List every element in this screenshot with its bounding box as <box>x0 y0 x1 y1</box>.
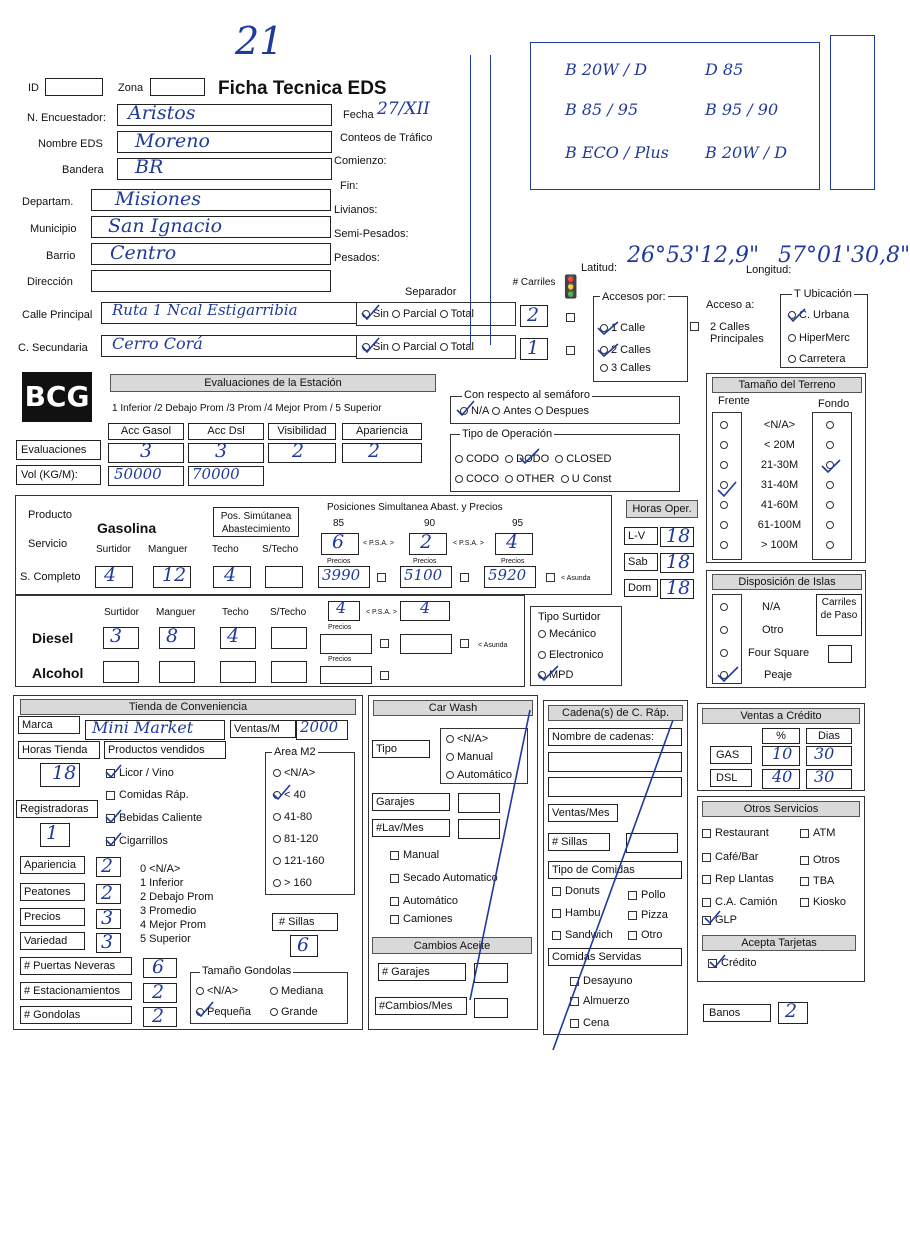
precios-label-85: Precios <box>327 558 351 565</box>
accesos-option-1[interactable]: 1 Calle <box>600 323 645 334</box>
semaforo-options[interactable]: N/A Antes Despues <box>460 406 589 417</box>
longitud-value: 57°01'30,8" <box>778 243 910 268</box>
ink-check-na <box>457 401 474 415</box>
islas-title: Disposición de Islas <box>712 574 862 590</box>
accesos-option-3[interactable]: 3 Calles <box>600 363 651 374</box>
octane-90: 90 <box>424 518 436 529</box>
alc-precios-label: Precios <box>328 656 352 663</box>
carwash-check-camiones[interactable]: Camiones <box>390 914 453 925</box>
ubicacion-title: T Ubicación <box>794 288 852 300</box>
longitud-label: Longitud: <box>746 264 792 276</box>
dsl-manguer-value: 8 <box>166 625 179 647</box>
credito-dsl-dias-value: 30 <box>814 767 835 786</box>
vol-label: Vol (KG/M): <box>16 465 101 485</box>
gondola-option-na[interactable]: <N/A> <box>196 986 238 997</box>
dsl-pos-1-value: 4 <box>336 598 347 617</box>
pos-simultanea-label: Pos. Simútanea Abastecimiento <box>213 507 299 537</box>
aceite-garajes-label: # Garajes <box>378 963 466 981</box>
dsl-surtidor-value: 3 <box>110 625 123 647</box>
calle-secundaria-value: Cerro Corá <box>112 334 203 353</box>
dsl-surtidor-label: Surtidor <box>104 607 140 618</box>
scompleto-label: S. Completo <box>20 571 81 583</box>
estacionamientos-value: 2 <box>152 981 165 1003</box>
note-6: B 20W / D <box>705 143 788 162</box>
islas-label-four-square: Four Square <box>748 647 810 659</box>
tipo-comidas-title: Tipo de Comidas <box>548 861 682 879</box>
carriles-value-2: 1 <box>527 337 540 359</box>
surtidor-tipo-title: Tipo Surtidor <box>538 611 601 623</box>
servicio-cafe[interactable]: Café/Bar <box>702 852 758 863</box>
terreno-row-label: <N/A> <box>763 419 796 431</box>
ink-check-31-40 <box>718 482 736 496</box>
municipio-value: San Ignacio <box>108 215 223 237</box>
terreno-row-label: 21-30M <box>760 459 799 471</box>
islas-label-na: N/A <box>762 601 781 613</box>
precio-95-value: 5920 <box>488 566 527 584</box>
acceso-a-label: Acceso a: <box>706 299 755 311</box>
barrio-label: Barrio <box>46 250 76 262</box>
carwash-title: Car Wash <box>373 700 533 716</box>
carwash-option-manual[interactable]: Manual <box>446 752 493 763</box>
tarjetas-credito[interactable]: Crédito <box>708 958 756 969</box>
scale-2: 2 Debajo Prom <box>140 891 214 903</box>
terreno-row-label: 41-60M <box>760 499 799 511</box>
credito-dsl-label: DSL <box>710 769 752 787</box>
terreno-row-label: < 20M <box>764 439 795 451</box>
cadena-sillas-label: # Sillas <box>548 833 610 851</box>
tarjetas-title: Acepta Tarjetas <box>702 935 856 951</box>
puertas-value: 6 <box>152 956 165 978</box>
ink-strike-carwash <box>470 710 530 1000</box>
pesados-label: Pesados: <box>334 252 380 264</box>
ink-check-sin-2 <box>362 338 379 352</box>
eval-acc-dsl-value: 3 <box>215 440 228 462</box>
zona-label: Zona <box>118 82 144 94</box>
handwritten-form-number: 21 <box>235 19 284 63</box>
ink-check-urbana <box>788 309 805 321</box>
registradoras-label: Registradoras <box>16 800 98 818</box>
servida-cena[interactable]: Cena <box>570 1018 609 1029</box>
alcohol-label: Alcohol <box>32 665 84 681</box>
comienzo-label: Comienzo: <box>334 155 387 167</box>
scale-0: 0 <N/A> <box>140 863 181 875</box>
gasolina-label: Gasolina <box>97 520 157 536</box>
islas-label-otro: Otro <box>762 624 784 636</box>
evaluaciones-scale: 1 Inferior /2 Debajo Prom /3 Prom /4 Mejor Prom / 5 Superior <box>112 403 382 414</box>
credito-title: Ventas a Crédito <box>702 708 860 724</box>
credito-pct-header: % <box>762 728 800 744</box>
eval-header-visibilidad: Visibilidad <box>268 423 336 440</box>
aceite-cambios-label: #Cambios/Mes <box>375 997 467 1015</box>
semipesados-label: Semi-Pesados: <box>334 228 409 240</box>
departamento-value: Misiones <box>115 188 202 210</box>
producto-cigarrillos[interactable]: Cigarrillos <box>106 836 168 847</box>
carwash-check-secado[interactable]: Secado Automatico <box>390 873 498 884</box>
accesos-option-2[interactable]: 2 Calles <box>600 345 651 356</box>
dsl-pos-2-value: 4 <box>420 598 431 617</box>
registradoras-value: 1 <box>46 822 59 844</box>
marca-value: Mini Market <box>92 718 194 737</box>
banos-value: 2 <box>785 1000 798 1022</box>
puertas-label: # Puertas Neveras <box>20 957 132 975</box>
form-title: Ficha Tecnica EDS <box>218 78 387 99</box>
psa-label-85: < P.S.A. > <box>363 540 395 547</box>
calle-secundaria-label: C. Secundaria <box>18 342 88 354</box>
bandera-value: BR <box>135 156 164 178</box>
pos-90-value: 2 <box>420 531 433 553</box>
precio-90-value: 5100 <box>404 566 443 584</box>
ink-check-pequena <box>196 1002 213 1016</box>
gas-surtidor-value: 4 <box>104 564 117 586</box>
gas-surtidor-label: Surtidor <box>96 544 132 555</box>
carwash-check-automatico[interactable]: Automático <box>390 896 458 907</box>
terreno-fondo-label: Fondo <box>818 398 850 410</box>
octane-95: 95 <box>512 518 524 529</box>
ink-check-dodo <box>520 449 539 463</box>
servicio-glp[interactable]: GLP <box>702 915 737 926</box>
accesos-title: Accesos por: <box>602 291 666 303</box>
carwash-option-na[interactable]: <N/A> <box>446 734 488 745</box>
gondola-option-mediana[interactable]: Mediana <box>270 986 323 997</box>
servicio-label: Servicio <box>28 538 68 550</box>
credito-dias-header: Dias <box>806 728 852 744</box>
fecha-label: Fecha <box>343 109 374 121</box>
separador-options-secundaria: Sin Parcial Total <box>362 342 474 353</box>
servida-almuerzo[interactable]: Almuerzo <box>570 996 629 1007</box>
area-option-na[interactable]: <N/A> <box>273 768 315 779</box>
note-5: B 95 / 90 <box>705 100 779 119</box>
cadena-nombre-label[interactable]: Nombre de cadenas: <box>548 728 682 746</box>
carwash-lav-label: #Lav/Mes <box>372 819 450 837</box>
servida-desayuno[interactable]: Desayuno <box>570 976 633 987</box>
comida-otro[interactable]: Otro <box>628 930 662 941</box>
ventas-m-label: Ventas/M <box>230 720 296 738</box>
latitud-value: 26°53'12,9" <box>627 243 760 268</box>
cambios-aceite-title: Cambios Aceite <box>372 937 532 954</box>
producto-bebidas[interactable]: Bebidas Caliente <box>106 813 202 824</box>
note-1: B 20W / D <box>565 60 648 79</box>
dsl-stecho-label: S/Techo <box>270 607 307 618</box>
bandera-label: Bandera <box>62 164 104 176</box>
dsl-techo-label: Techo <box>222 607 249 618</box>
servicios-title: Otros Servicios <box>702 801 860 817</box>
municipio-label: Municipio <box>30 223 77 235</box>
eval-row-label: Evaluaciones <box>16 440 101 460</box>
ink-check-cigarrillos <box>106 833 121 845</box>
diesel-label: Diesel <box>32 630 74 646</box>
credito-gas-dias-value: 30 <box>814 744 835 763</box>
dos-calles-label: 2 Calles Principales <box>710 321 764 345</box>
terreno-row-label: 61-100M <box>757 519 802 531</box>
servicio-camion[interactable]: C.A. Camión <box>702 897 777 908</box>
area-option-40[interactable]: < 40 <box>273 790 306 801</box>
encuestador-label: N. Encuestador: <box>27 112 106 124</box>
gas-manguer-label: Manguer <box>148 544 188 555</box>
gondolas-label: # Gondolas <box>20 1006 132 1024</box>
apariencia-value: 2 <box>101 855 114 877</box>
carwash-check-manual[interactable]: Manual <box>390 850 439 861</box>
eval-apariencia-value: 2 <box>368 440 381 462</box>
horas-sab-value: 18 <box>666 551 691 573</box>
ink-check-peaje <box>718 667 738 681</box>
precios-label: Precios <box>20 908 85 926</box>
carwash-garajes-label: Garajes <box>372 793 450 811</box>
carwash-option-automatico[interactable]: Automático <box>446 770 512 781</box>
ink-check-21-30 <box>822 460 840 472</box>
terreno-frente-label: Frente <box>718 395 750 407</box>
carriles-value-1: 2 <box>527 304 540 326</box>
comida-donuts[interactable]: Donuts <box>552 886 600 897</box>
horas-sab-label: Sab <box>624 553 658 571</box>
apariencia-label: Apariencia <box>20 856 85 874</box>
scale-3: 3 Promedio <box>140 905 197 917</box>
latitud-label: Latitud: <box>581 262 618 274</box>
comidas-servidas-title: Comidas Servidas <box>548 948 682 966</box>
horas-dom-value: 18 <box>666 577 691 599</box>
conteos-label: Conteos de Tráfico <box>340 132 433 144</box>
vol-value-1: 50000 <box>114 465 162 483</box>
dsl-asunda-label: < Asunda <box>478 642 508 649</box>
traffic-light-icon: 🚦 <box>557 274 585 299</box>
area-option-121-160[interactable]: 121-160 <box>273 856 324 867</box>
barrio-value: Centro <box>110 242 177 264</box>
dsl-techo-value: 4 <box>227 625 240 647</box>
operacion-options-row1[interactable]: CODO DODO CLOSED <box>455 454 612 465</box>
comida-sandwich[interactable]: Sandwich <box>552 930 613 941</box>
ink-check-bebidas <box>106 810 121 822</box>
marca-label: Marca <box>18 716 80 734</box>
horas-lv-value: 18 <box>666 525 691 547</box>
precios-label-90: Precios <box>413 558 437 565</box>
note-4: D 85 <box>705 60 744 79</box>
scale-1: 1 Inferior <box>140 877 184 889</box>
servicio-otros[interactable]: Otros <box>800 855 840 866</box>
semaforo-title: Con respecto al semáforo <box>464 389 590 401</box>
cadena-ventas-label: Ventas/Mes <box>548 804 618 822</box>
separador-title: Separador <box>405 286 457 298</box>
producto-licor[interactable]: Licor / Vino <box>106 768 174 779</box>
credito-gas-pct-value: 10 <box>772 744 793 763</box>
banos-label: Banos <box>703 1004 771 1022</box>
separador-options-principal: Sin Parcial Total <box>362 309 474 320</box>
ink-check-2calles <box>598 344 618 356</box>
bcg-logo: BCG <box>22 372 92 422</box>
producto-label: Producto <box>28 509 73 521</box>
eval-visibilidad-value: 2 <box>292 440 305 462</box>
ink-check-glp <box>705 911 720 923</box>
comida-pollo[interactable]: Pollo <box>628 890 665 901</box>
nombre-label: Nombre EDS <box>38 138 103 150</box>
credito-dsl-pct-value: 40 <box>772 767 793 786</box>
comida-pizza[interactable]: Pizza <box>628 910 668 921</box>
direccion-label: Dirección <box>27 276 73 288</box>
eval-header-apariencia: Apariencia <box>342 423 422 440</box>
precio-85-value: 3990 <box>322 566 361 584</box>
pos-95-value: 4 <box>506 531 519 553</box>
pos-85-value: 6 <box>332 531 345 553</box>
psa-label-90: < P.S.A. > <box>453 540 485 547</box>
gondola-size-title: Tamaño Gondolas <box>202 965 292 977</box>
carriles-paso-label: Carriles de Paso <box>816 594 862 636</box>
servicio-llantas[interactable]: Rep Llantas <box>702 874 774 885</box>
departamento-label: Departam. <box>22 196 74 208</box>
nombre-value: Moreno <box>135 130 210 152</box>
sillas-label: # Sillas <box>272 913 338 931</box>
gondola-option-pequena[interactable]: Pequeña <box>196 1007 251 1018</box>
sillas-value: 6 <box>297 934 310 956</box>
gondolas-value: 2 <box>152 1005 165 1027</box>
horas-title: Horas Oper. <box>626 500 698 518</box>
scale-4: 4 Mejor Prom <box>140 919 207 931</box>
dsl-manguer-label: Manguer <box>156 607 196 618</box>
ubicacion-option-1[interactable]: C. Urbana <box>788 310 849 321</box>
evaluaciones-title: Evaluaciones de la Estación <box>110 374 436 392</box>
area-m2-title: Area M2 <box>274 746 316 758</box>
operacion-title: Tipo de Operación <box>462 428 553 440</box>
credito-gas-label: GAS <box>710 746 752 764</box>
surtidor-option-electronico[interactable]: Electronico <box>538 650 603 661</box>
terreno-row-label: > 100M <box>761 539 798 551</box>
area-option-81-120[interactable]: 81-120 <box>273 834 318 845</box>
horas-dom-label: Dom <box>624 579 658 597</box>
tienda-title: Tienda de Conveniencia <box>20 699 356 715</box>
gas-techo-label: Techo <box>212 544 239 555</box>
id-label: ID <box>28 82 39 94</box>
cadena-title: Cadena(s) de C. Ráp. <box>548 705 683 721</box>
ink-check-mpd <box>538 666 558 680</box>
carriles-title: # Carriles <box>512 277 556 288</box>
servicio-tba[interactable]: TBA <box>800 876 834 887</box>
precios-value: 3 <box>101 907 114 929</box>
surtidor-option-mpd[interactable]: MPD <box>538 670 573 681</box>
gas-stecho-label: S/Techo <box>262 544 299 555</box>
horas-lv-label: L-V <box>624 527 658 545</box>
peatones-label: Peatones <box>20 883 85 901</box>
carwash-tipo-label: Tipo <box>372 740 430 758</box>
area-option-160[interactable]: > 160 <box>273 878 312 889</box>
asunda-label: < Asunda <box>561 575 591 582</box>
ink-strike-cadena <box>553 720 673 1050</box>
islas-label-peaje: Peaje <box>764 669 793 681</box>
dsl-psa-label: < P.S.A. > <box>366 609 398 616</box>
precios-label-95: Precios <box>501 558 525 565</box>
terreno-row-label: 31-40M <box>760 479 799 491</box>
variedad-label: Variedad <box>20 932 85 950</box>
fecha-value: 27/XII <box>377 99 430 119</box>
octane-85: 85 <box>333 518 345 529</box>
surtidor-option-mecanico[interactable]: Mecánico <box>538 629 596 640</box>
horas-tienda-value: 18 <box>52 762 77 784</box>
ink-check-area <box>273 785 290 799</box>
eval-acc-gasol-value: 3 <box>140 440 153 462</box>
servicio-restaurant[interactable]: Restaurant <box>702 828 769 839</box>
ventas-m-value: 2000 <box>300 718 339 736</box>
peatones-value: 2 <box>101 882 114 904</box>
ubicacion-option-2[interactable]: HiperMerc <box>788 333 850 344</box>
note-3: B ECO / Plus <box>565 143 669 162</box>
gas-techo-value: 4 <box>224 564 237 586</box>
ink-check-1calle <box>598 322 618 334</box>
servicio-kiosko[interactable]: Kiosko <box>800 897 846 908</box>
eval-header-acc-gasol: Acc Gasol <box>108 423 184 440</box>
servicio-atm[interactable]: ATM <box>800 828 835 839</box>
dsl-precios-label: Precios <box>328 624 352 631</box>
terreno-title: Tamaño del Terreno <box>712 377 862 393</box>
area-option-41-80[interactable]: 41-80 <box>273 812 312 823</box>
encuestador-value: Aristos <box>128 102 196 124</box>
variedad-value: 3 <box>101 931 114 953</box>
eval-header-acc-dsl: Acc Dsl <box>188 423 264 440</box>
ink-check-sin <box>362 305 379 319</box>
ink-check-licor <box>106 765 121 777</box>
horas-tienda-label: Horas Tienda <box>18 741 100 759</box>
producto-comidas[interactable]: Comidas Ráp. <box>106 790 189 801</box>
pos-abast-label: Posiciones Simultanea Abast. y Precios <box>327 502 503 513</box>
comida-hambu[interactable]: Hambu. <box>552 908 604 919</box>
ubicacion-option-3[interactable]: Carretera <box>788 354 845 365</box>
estacionamientos-label: # Estacionamientos <box>20 982 132 1000</box>
vol-value-2: 70000 <box>192 465 240 483</box>
gas-manguer-value: 12 <box>162 564 187 586</box>
fin-label: Fin: <box>340 180 359 192</box>
note-2: B 85 / 95 <box>565 100 639 119</box>
calle-principal-value: Ruta 1 Ncal Estigarribia <box>112 301 298 319</box>
ink-check-credito <box>710 955 725 967</box>
scale-5: 5 Superior <box>140 933 191 945</box>
gondola-option-grande[interactable]: Grande <box>270 1007 318 1018</box>
operacion-options-row2[interactable]: COCO OTHER U Const <box>455 474 612 485</box>
productos-vendidos-label: Productos vendidos <box>104 741 226 759</box>
livianos-label: Livianos: <box>334 204 378 216</box>
calle-principal-label: Calle Principal <box>22 309 93 321</box>
